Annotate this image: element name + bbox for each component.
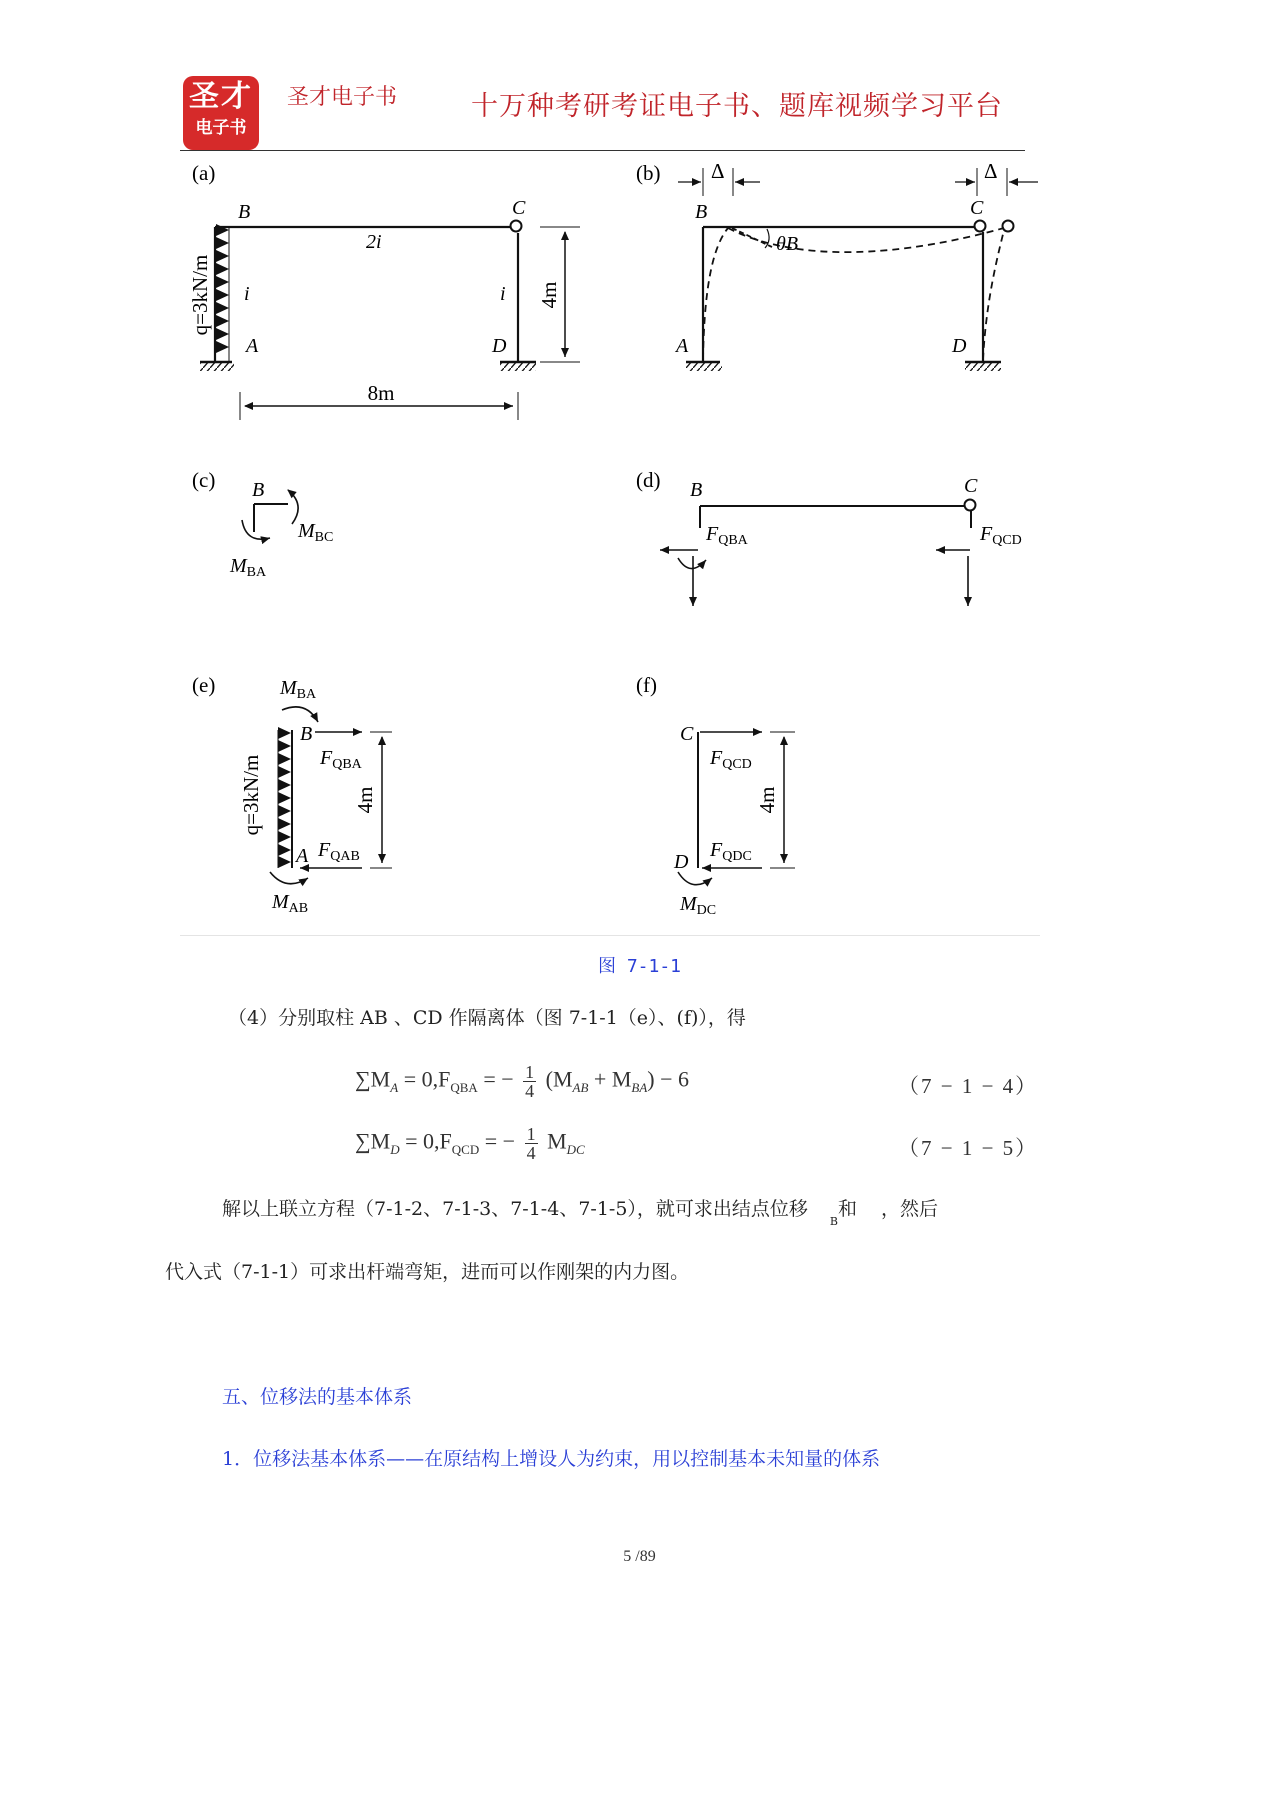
height-dim-f: 4m [755,786,779,814]
paragraph-4: （4）分别取柱 AB 、CD 作隔离体（图 7-1-1（e）、(f)），得 [228,1007,746,1029]
panel-b-label: (b) [636,161,661,185]
m-dc-label-f: $M_{DC}$ [680,893,717,918]
section-title-5: 五、位移法的基本体系 [222,1386,413,1408]
node-b-b: B [695,201,708,223]
fraction-1-4-b: $\frac{1}{4}$ [526,1124,536,1163]
m-ba-label-c: $M_{BA}$ [230,555,267,580]
node-d-b: D [952,335,967,357]
m-bc-label: $M_{BC}$ [298,520,334,545]
f-qcd-label-d: $F_{QCD}$ [980,523,1022,548]
figure-caption: 图 7-1-1 [597,956,682,977]
load-label-e: q=3kN/m [239,754,263,836]
panel-f-label: (f) [636,673,657,697]
delta-left: Δ [711,159,725,183]
node-a-e: A [296,845,309,867]
node-d-f: D [674,851,689,873]
panel-c [192,468,333,580]
m-ab-label-e: $M_{AB}$ [272,891,309,916]
equation-number-7-1-5: （7 − 1 − 5） [898,1136,1039,1160]
theta-b: θB [776,233,799,255]
page-number: 5 /89 [623,1548,656,1565]
panel-f [636,673,795,918]
span-dim-a: 8m [367,381,395,405]
node-c-a: C [512,197,526,219]
panel-b [636,159,1038,371]
height-dim-a: 4m [537,281,561,309]
list-item-1: 1．位移法基本体系——在原结构上增设人为约束，用以控制基本未知量的体系 [222,1448,881,1470]
node-a-a: A [246,335,259,357]
panel-e [192,673,392,916]
panel-a [188,161,580,420]
header-slogan: 十万种考研考证电子书、题库视频学习平台 [471,91,1003,122]
fraction-1-4: $\frac{1}{4}$ [525,1062,535,1101]
f-qab-label-e: $F_{QAB}$ [318,839,360,864]
height-dim-e: 4m [353,786,377,814]
panel-e-label: (e) [192,673,216,697]
panel-a-label: (a) [192,161,216,185]
distributed-load-a [216,224,229,362]
panel-d [636,468,1022,606]
beam-stiffness: 2i [366,231,382,253]
logo-line2: 电子书 [195,118,247,138]
f-qba-label-e: $F_{QBA}$ [320,747,362,772]
left-col-stiffness: i [244,283,250,305]
node-a-b: A [676,335,689,357]
logo-line1: 圣才 [189,79,253,114]
node-b-e: B [300,723,313,745]
load-label-a: q=3kN/m [188,254,212,336]
node-b-d: B [690,479,703,501]
paragraph-solve: 解以上联立方程（7-1-2、7-1-3、7-1-4、7-1-5），就可求出结点位移$_B$和 ，然后 [222,1198,939,1228]
node-c-b: C [970,197,984,219]
brand-name: 圣才电子书 [287,85,398,110]
f-qdc-label-f: $F_{QDC}$ [710,839,752,864]
equation-number-7-1-4: （7 − 1 − 4） [898,1074,1039,1098]
node-c-f: C [680,723,694,745]
m-ba-label-e: $M_{BA}$ [280,677,317,702]
equation-7-1-4: $\sum M_A = 0,F_{QBA}$ = − $\frac{1}{4}$ $(M_{AB} + M_{BA}) - 6$ [355,1062,690,1101]
equation-7-1-5: $\sum M_D = 0,F_{QCD}$ = − $\frac{1}{4}$ $M_{DC}$ [355,1124,585,1163]
delta-right: Δ [984,159,998,183]
right-col-stiffness: i [500,283,506,305]
node-d-a: D [492,335,507,357]
f-qcd-label-f: $F_{QCD}$ [710,747,752,772]
node-c-d: C [964,475,978,497]
f-qba-label-d: $F_{QBA}$ [706,523,748,548]
paragraph-substitute: 代入式（7-1-1）可求出杆端弯矩，进而可以作刚架的内力图。 [165,1261,690,1283]
panel-d-label: (d) [636,468,661,492]
figure-divider [180,935,1040,936]
node-b-c: B [252,479,265,501]
node-b-a: B [238,201,251,223]
panel-c-label: (c) [192,468,216,492]
